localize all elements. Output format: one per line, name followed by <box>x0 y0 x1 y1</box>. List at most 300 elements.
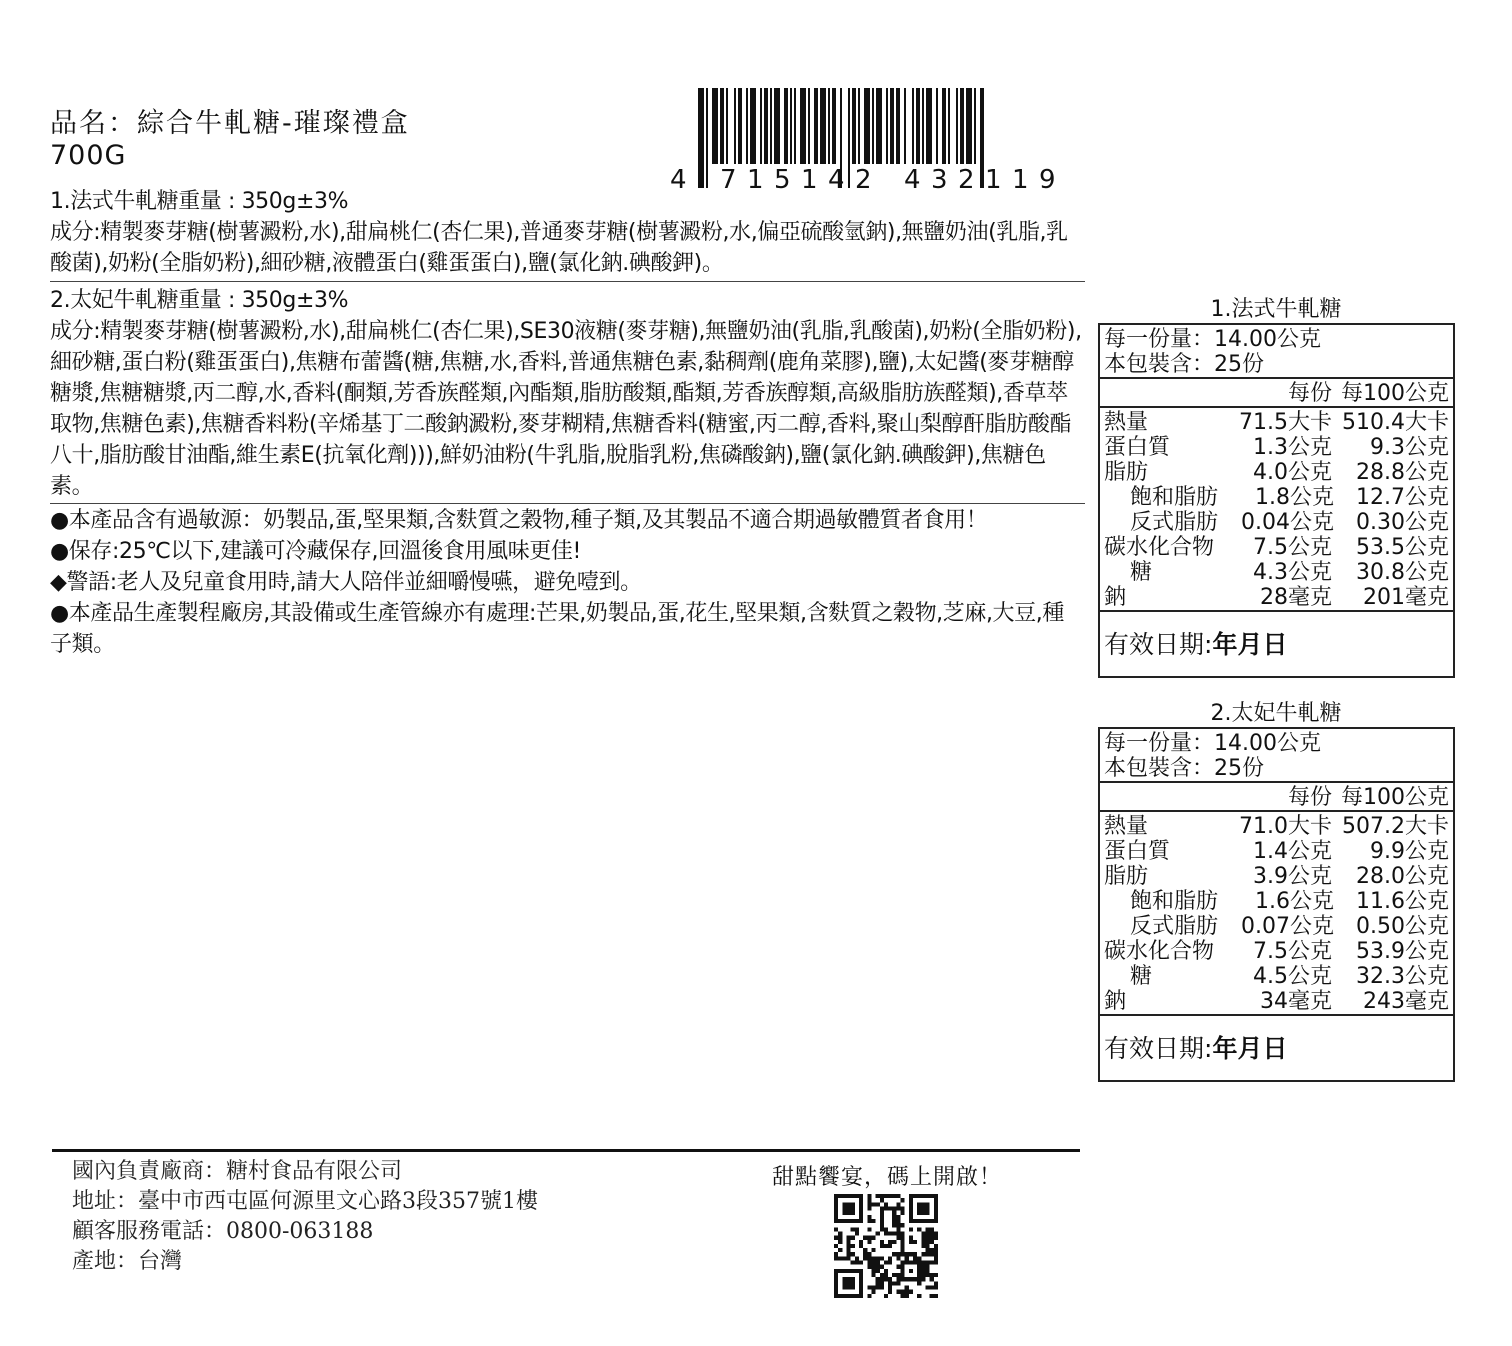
qr-module <box>934 1281 938 1285</box>
qr-module <box>876 1256 880 1260</box>
qr-module <box>846 1252 850 1256</box>
nutrition-row <box>1104 964 1449 989</box>
qr-module <box>896 1290 900 1294</box>
nutrition-row <box>1104 939 1449 964</box>
qr-module <box>834 1252 838 1256</box>
expiry-label: 有效日期: <box>1104 1033 1213 1063</box>
qr-module <box>855 1231 859 1235</box>
qr-module <box>871 1219 875 1223</box>
facility-notice: ●本產品生產製程廠房,其設備或生產管線亦有處理:芒果,奶製品,蛋,花生,堅果類,含麩質之穀物,芝麻,大豆,種子類。 <box>50 601 1064 657</box>
qr-module <box>880 1215 884 1219</box>
qr-module <box>871 1256 875 1260</box>
qr-module <box>880 1244 884 1248</box>
qr-module <box>892 1273 896 1277</box>
qr-module <box>909 1236 913 1240</box>
qr-module <box>871 1261 875 1265</box>
qr-module <box>884 1269 888 1273</box>
nutrient-label: 糖 <box>1130 560 1153 585</box>
barcode-bar <box>960 88 964 164</box>
nutrient-label: 飽和脂肪 <box>1130 485 1219 510</box>
qr-module <box>905 1286 909 1290</box>
qr-module <box>871 1236 875 1240</box>
nutrition-table-toffee <box>1098 727 1455 1082</box>
nutrition-row <box>1104 460 1449 485</box>
nutrition-row <box>1104 410 1449 435</box>
value-per-serving: 1.6公克 <box>1255 889 1334 914</box>
qr-module <box>880 1281 884 1285</box>
qr-module <box>892 1252 896 1256</box>
barcode-bar <box>852 88 856 164</box>
qr-module <box>930 1286 934 1290</box>
barcode-bar <box>764 88 768 164</box>
col-per-100g: 每100公克 <box>1341 381 1449 406</box>
qr-module <box>846 1244 850 1248</box>
qr-module <box>934 1256 938 1260</box>
qr-module <box>867 1256 871 1260</box>
qr-module <box>934 1294 938 1298</box>
value-per-serving: 71.5大卡 <box>1239 410 1332 435</box>
qr-module <box>880 1227 884 1231</box>
ingredients-french-heading: 1.法式牛軋糖重量 : 350g±3% <box>50 189 349 214</box>
nutrient-label: 飽和脂肪 <box>1130 889 1219 914</box>
qr-module <box>834 1244 838 1248</box>
value-per-100g: 9.3公克 <box>1370 435 1449 460</box>
qr-module <box>930 1261 934 1265</box>
barcode-bar <box>738 88 742 164</box>
qr-module <box>880 1219 884 1223</box>
col-per-serving: 每份 <box>1287 785 1332 810</box>
qr-module <box>867 1206 871 1210</box>
nutrition-rows <box>1100 408 1453 612</box>
nutrition-row <box>1104 914 1449 939</box>
barcode-bar <box>734 88 736 164</box>
value-per-serving: 4.3公克 <box>1253 560 1332 585</box>
qr-module <box>884 1206 888 1210</box>
barcode-bar <box>858 88 860 164</box>
qr-module <box>930 1231 934 1235</box>
qr-module <box>896 1202 900 1206</box>
value-per-serving: 4.0公克 <box>1253 460 1332 485</box>
qr-module <box>921 1240 925 1244</box>
qr-module <box>896 1219 900 1223</box>
nutrition-table-french <box>1098 323 1455 678</box>
nutrition-row <box>1104 535 1449 560</box>
nutrition-row <box>1104 485 1449 510</box>
qr-module <box>876 1261 880 1265</box>
qr-module <box>876 1202 880 1206</box>
qr-module <box>888 1286 892 1290</box>
qr-module <box>863 1256 867 1260</box>
qr-module <box>934 1252 938 1256</box>
qr-module <box>867 1252 871 1256</box>
qr-module <box>880 1198 884 1202</box>
qr-module <box>930 1227 934 1231</box>
qr-module <box>896 1277 900 1281</box>
nutrition-title-french: 1.法式牛軋糖 <box>1210 297 1342 322</box>
qr-module <box>930 1273 934 1277</box>
qr-module <box>917 1294 921 1298</box>
qr-module <box>880 1256 884 1260</box>
qr-module <box>842 1202 854 1214</box>
qr-module <box>896 1215 900 1219</box>
qr-module <box>909 1252 913 1256</box>
qr-module <box>921 1265 925 1269</box>
nutrient-label: 碳水化合物 <box>1104 535 1215 560</box>
barcode-bar <box>948 88 950 164</box>
customer-phone: 顧客服務電話：0800-063188 <box>72 1219 374 1244</box>
nutrition-row <box>1104 889 1449 914</box>
qr-module <box>913 1252 917 1256</box>
qr-module <box>930 1236 934 1240</box>
qr-module <box>888 1261 892 1265</box>
qr-module <box>917 1227 921 1231</box>
qr-module <box>934 1231 938 1235</box>
value-per-serving: 34毫克 <box>1260 989 1332 1014</box>
qr-module <box>846 1240 850 1244</box>
qr-module <box>863 1252 867 1256</box>
value-per-serving: 4.5公克 <box>1253 964 1332 989</box>
value-per-serving: 1.3公克 <box>1253 435 1332 460</box>
value-per-100g: 28.0公克 <box>1356 864 1449 889</box>
divider <box>50 281 1085 282</box>
qr-module <box>876 1277 880 1281</box>
ingredients-french <box>50 186 1085 279</box>
qr-module <box>901 1248 905 1252</box>
barcode-digit: 4 <box>828 165 845 192</box>
qr-module <box>871 1269 875 1273</box>
qr-module <box>934 1261 938 1265</box>
value-per-100g: 32.3公克 <box>1356 964 1449 989</box>
ingredients-toffee <box>50 285 1085 502</box>
barcode-digit: 3 <box>931 165 948 192</box>
qr-module <box>913 1256 917 1260</box>
barcode-bar <box>712 88 718 164</box>
qr-module <box>855 1227 859 1231</box>
barcode-digit: 1 <box>747 165 764 192</box>
qr-module <box>917 1202 929 1214</box>
qr-module <box>871 1202 875 1206</box>
qr-code-icon[interactable] <box>834 1194 938 1298</box>
value-per-100g: 0.30公克 <box>1356 510 1449 535</box>
qr-module <box>871 1286 875 1290</box>
nutrient-label: 糖 <box>1130 964 1153 989</box>
qr-module <box>834 1256 838 1260</box>
qr-module <box>901 1290 905 1294</box>
qr-module <box>863 1248 867 1252</box>
qr-module <box>888 1290 892 1294</box>
qr-module <box>892 1281 896 1285</box>
qr-module <box>867 1294 871 1298</box>
qr-module <box>896 1281 900 1285</box>
qr-module <box>901 1236 905 1240</box>
serving-size: 每一份量：14.00公克 <box>1104 731 1321 756</box>
barcode-bar <box>808 88 810 164</box>
nutrient-label: 鈉 <box>1104 585 1127 610</box>
barcode-bar <box>726 88 728 164</box>
qr-module <box>880 1211 884 1215</box>
barcode-bar <box>832 88 836 164</box>
barcode-digit: 2 <box>958 165 975 192</box>
qr-module <box>901 1294 905 1298</box>
nutrient-label: 反式脂肪 <box>1130 914 1219 939</box>
qr-module <box>880 1223 884 1227</box>
barcode-bar <box>980 88 984 188</box>
nutrition-row <box>1104 864 1449 889</box>
barcode <box>668 88 1086 192</box>
expiry-date <box>1100 612 1453 676</box>
nutrition-row <box>1104 814 1449 839</box>
qr-module <box>917 1256 921 1260</box>
qr-module <box>888 1256 892 1260</box>
nutrient-label: 脂肪 <box>1104 864 1149 889</box>
qr-module <box>834 1236 838 1240</box>
qr-module <box>901 1223 905 1227</box>
barcode-bar <box>770 88 772 164</box>
barcode-bar <box>760 88 762 164</box>
qr-module <box>926 1273 930 1277</box>
nutrient-label: 蛋白質 <box>1104 839 1171 864</box>
expiry-value: 年月日 <box>1212 1033 1288 1063</box>
qr-module <box>838 1256 842 1260</box>
qr-module <box>921 1252 925 1256</box>
qr-module <box>867 1198 871 1202</box>
qr-module <box>934 1236 938 1240</box>
barcode-digit: 1 <box>985 165 1002 192</box>
qr-module <box>892 1215 896 1219</box>
qr-module <box>930 1240 934 1244</box>
qr-module <box>930 1294 934 1298</box>
qr-module <box>876 1194 880 1198</box>
qr-module <box>884 1294 888 1298</box>
qr-module <box>842 1256 846 1260</box>
nutrition-row <box>1104 839 1449 864</box>
qr-module <box>851 1236 855 1240</box>
nutrient-label: 蛋白質 <box>1104 435 1171 460</box>
qr-module <box>896 1227 900 1231</box>
barcode-digit: 5 <box>774 165 791 192</box>
barcode-bar <box>956 88 958 164</box>
warning-notice: ◆警語:老人及兒童食用時,請大人陪伴並細嚼慢嚥，避免噎到。 <box>50 570 642 595</box>
value-per-100g: 11.6公克 <box>1356 889 1449 914</box>
barcode-bar <box>750 88 756 164</box>
qr-module <box>917 1281 921 1285</box>
qr-module <box>901 1211 905 1215</box>
qr-module <box>876 1269 880 1273</box>
qr-module <box>880 1206 884 1210</box>
qr-module <box>921 1269 925 1273</box>
qr-module <box>884 1194 888 1198</box>
barcode-bar <box>794 88 796 164</box>
qr-module <box>884 1244 888 1248</box>
qr-module <box>926 1236 930 1240</box>
barcode-bar <box>922 88 924 164</box>
value-per-serving: 0.04公克 <box>1241 510 1334 535</box>
qr-module <box>892 1240 896 1244</box>
qr-module <box>855 1256 859 1260</box>
qr-module <box>876 1286 880 1290</box>
qr-module <box>905 1252 909 1256</box>
qr-module <box>888 1231 892 1235</box>
qr-module <box>892 1211 896 1215</box>
qr-module <box>867 1265 871 1269</box>
qr-module <box>909 1290 913 1294</box>
qr-module <box>926 1261 930 1265</box>
qr-module <box>888 1194 892 1198</box>
qr-module <box>851 1244 855 1248</box>
qr-module <box>896 1252 900 1256</box>
serving-size: 每一份量：14.00公克 <box>1104 327 1321 352</box>
qr-module <box>896 1265 900 1269</box>
barcode-bar <box>872 88 874 164</box>
qr-module <box>867 1236 871 1240</box>
qr-module <box>926 1265 930 1269</box>
qr-module <box>926 1286 930 1290</box>
qr-module <box>896 1256 900 1260</box>
qr-module <box>888 1277 892 1281</box>
nutrition-row <box>1104 435 1449 460</box>
barcode-bar <box>912 88 914 164</box>
barcode-digit: 7 <box>720 165 737 192</box>
barcode-bar <box>926 88 932 164</box>
value-per-100g: 0.50公克 <box>1356 914 1449 939</box>
qr-module <box>934 1244 938 1248</box>
qr-module <box>926 1252 930 1256</box>
expiry-date <box>1100 1016 1453 1080</box>
qr-module <box>901 1244 905 1248</box>
qr-module <box>896 1231 900 1235</box>
expiry-value: 年月日 <box>1212 629 1288 659</box>
value-per-serving: 71.0大卡 <box>1239 814 1332 839</box>
qr-module <box>909 1240 913 1244</box>
qr-module <box>867 1219 871 1223</box>
qr-module <box>884 1261 888 1265</box>
qr-module <box>926 1240 930 1244</box>
barcode-bar <box>904 88 906 164</box>
qr-module <box>838 1248 842 1252</box>
qr-module <box>926 1269 930 1273</box>
barcode-bar <box>820 88 826 164</box>
qr-module <box>921 1273 925 1277</box>
barcode-bar <box>936 88 938 164</box>
barcode-bar <box>774 88 780 164</box>
value-per-100g: 507.2大卡 <box>1342 814 1449 839</box>
qr-module <box>880 1240 884 1244</box>
serving-info <box>1100 325 1453 379</box>
qr-module <box>838 1240 842 1244</box>
value-per-100g: 9.9公克 <box>1370 839 1449 864</box>
qr-module <box>880 1277 884 1281</box>
divider <box>50 503 1085 504</box>
qr-module <box>884 1202 888 1206</box>
nutrition-title-toffee: 2.太妃牛軋糖 <box>1210 701 1342 726</box>
nutrient-label: 鈉 <box>1104 989 1127 1014</box>
qr-module <box>855 1261 859 1265</box>
notices <box>50 505 1085 660</box>
qr-module <box>934 1248 938 1252</box>
qr-module <box>930 1248 934 1252</box>
value-per-serving: 1.8公克 <box>1255 485 1334 510</box>
qr-module <box>863 1236 867 1240</box>
barcode-bar <box>814 88 818 164</box>
qr-module <box>901 1240 905 1244</box>
qr-module <box>888 1281 892 1285</box>
qr-module <box>834 1227 838 1231</box>
qr-module <box>892 1219 896 1223</box>
value-per-100g: 201毫克 <box>1363 585 1449 610</box>
qr-module <box>926 1244 930 1248</box>
value-per-100g: 12.7公克 <box>1356 485 1449 510</box>
barcode-bar <box>800 88 806 164</box>
qr-module <box>880 1273 884 1277</box>
qr-module <box>884 1277 888 1281</box>
barcode-bar <box>720 88 724 164</box>
qr-module <box>892 1223 896 1227</box>
qr-module <box>884 1227 888 1231</box>
barcode-digit: 1 <box>1012 165 1029 192</box>
qr-module <box>838 1231 842 1235</box>
barcode-digit: 4 <box>904 165 921 192</box>
qr-module <box>851 1227 855 1231</box>
qr-module <box>926 1231 930 1235</box>
column-headers <box>1100 379 1453 408</box>
qr-module <box>859 1244 863 1248</box>
barcode-bar <box>790 88 792 164</box>
qr-module <box>901 1198 905 1202</box>
origin: 產地：台灣 <box>72 1249 183 1274</box>
barcode-bar <box>876 88 882 164</box>
qr-module <box>884 1273 888 1277</box>
barcode-bar <box>864 88 870 164</box>
qr-module <box>888 1206 892 1210</box>
qr-module <box>896 1236 900 1240</box>
value-per-100g: 28.8公克 <box>1356 460 1449 485</box>
nutrient-label: 熱量 <box>1104 814 1149 839</box>
qr-module <box>846 1256 850 1260</box>
nutrition-rows <box>1100 812 1453 1016</box>
qr-module <box>876 1281 880 1285</box>
servings-per-pack: 本包裝含：25份 <box>1104 756 1264 781</box>
qr-module <box>921 1231 925 1235</box>
value-per-serving: 0.07公克 <box>1241 914 1334 939</box>
qr-module <box>859 1261 863 1265</box>
barcode-bar <box>974 88 976 164</box>
value-per-serving: 7.5公克 <box>1253 535 1332 560</box>
manufacturer: 國內負責廠商：糖村食品有限公司 <box>72 1159 403 1184</box>
qr-module <box>905 1294 909 1298</box>
barcode-bar <box>916 88 920 164</box>
value-per-100g: 53.9公克 <box>1356 939 1449 964</box>
barcode-digit: 1 <box>801 165 818 192</box>
value-per-100g: 510.4大卡 <box>1342 410 1449 435</box>
qr-module <box>901 1206 905 1210</box>
qr-module <box>871 1273 875 1277</box>
qr-module <box>921 1261 925 1265</box>
qr-module <box>871 1248 875 1252</box>
address: 地址：臺中市西屯區何源里文心路3段357號1樓 <box>72 1189 538 1214</box>
ingredients-toffee-heading: 2.太妃牛軋糖重量 : 350g±3% <box>50 288 349 313</box>
qr-module <box>896 1273 900 1277</box>
qr-module <box>926 1227 930 1231</box>
barcode-bar <box>890 88 894 164</box>
qr-module <box>905 1290 909 1294</box>
product-name: 品名：綜合牛軋糖-璀璨禮盒 <box>50 108 410 139</box>
barcode-bar <box>706 88 708 188</box>
product-weight: 700G <box>50 140 127 171</box>
col-per-serving: 每份 <box>1287 381 1332 406</box>
qr-module <box>896 1194 900 1198</box>
qr-module <box>867 1286 871 1290</box>
barcode-bar <box>886 88 888 164</box>
